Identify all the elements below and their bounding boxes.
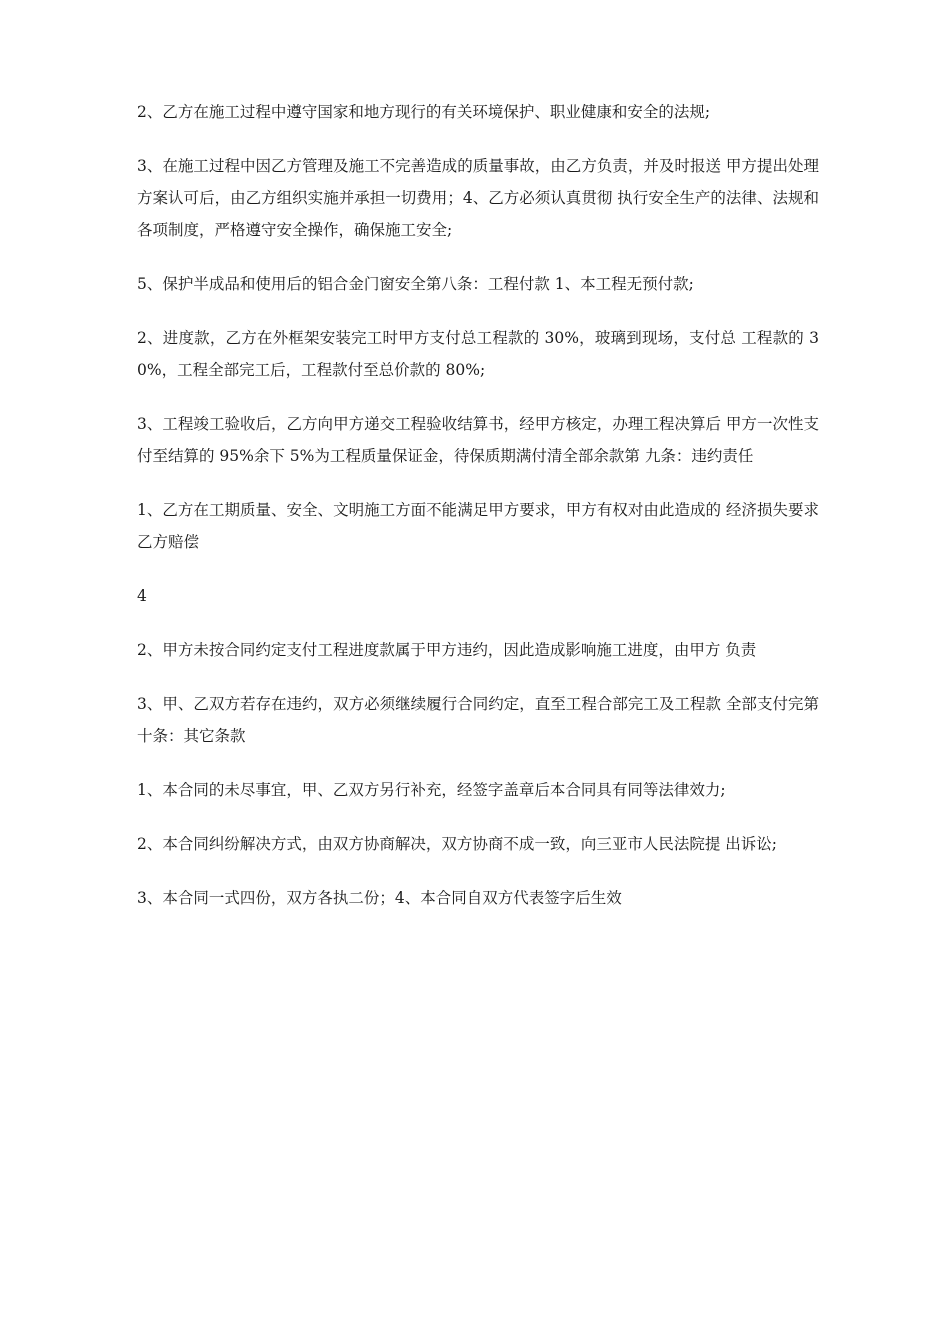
paragraph-7: 2、甲方未按合同约定支付工程进度款属于甲方违约，因此造成影响施工进度，由甲方 负责 [137, 641, 757, 659]
document-body [137, 96, 819, 936]
paragraph-5: 3、工程竣工验收后，乙方向甲方递交工程验收结算书，经甲方核定，办理工程决算后 甲方一次性支付至结算的 95%余下 5%为工程质量保证金，待保质期满付清全部余款第 九条：违约责任 [137, 415, 819, 465]
paragraph-3: 5、保护半成品和使用后的铝合金门窗安全第八条：工程付款 1、本工程无预付款; [137, 275, 694, 293]
paragraph-10: 2、本合同纠纷解决方式，由双方协商解决，双方协商不成一致，向三亚市人民法院提 出诉讼; [137, 835, 778, 853]
paragraph-8: 3、甲、乙双方若存在违约，双方必须继续履行合同约定，直至工程合部完工及工程款 全部支付完第十条：其它条款 [137, 695, 819, 745]
paragraph-9: 1、本合同的未尽事宜，甲、乙双方另行补充，经签字盖章后本合同具有同等法律效力; [137, 781, 726, 799]
paragraph-6: 1、乙方在工期质量、安全、文明施工方面不能满足甲方要求，甲方有权对由此造成的 经济损失要求乙方赔偿 [137, 501, 819, 551]
paragraph-1: 2、乙方在施工过程中遵守国家和地方现行的有关环境保护、职业健康和安全的法规; [137, 103, 711, 121]
paragraph-4: 2、进度款，乙方在外框架安装完工时甲方支付总工程款的 30%，玻璃到现场，支付总 工程款的 30%，工程全部完工后，工程款付至总价款的 80%; [137, 329, 819, 379]
paragraph-11: 3、本合同一式四份，双方各执二份；4、本合同自双方代表签字后生效 [137, 889, 622, 907]
paragraph-2: 3、在施工过程中因乙方管理及施工不完善造成的质量事故，由乙方负责，并及时报送 甲方提出处理方案认可后，由乙方组织实施并承担一切费用；4、乙方必须认真贯彻 执行安全生产的法律、法规和各项制度，严格遵守安全操作，确保施工安全; [137, 157, 819, 239]
page-number: 4 [137, 587, 147, 605]
